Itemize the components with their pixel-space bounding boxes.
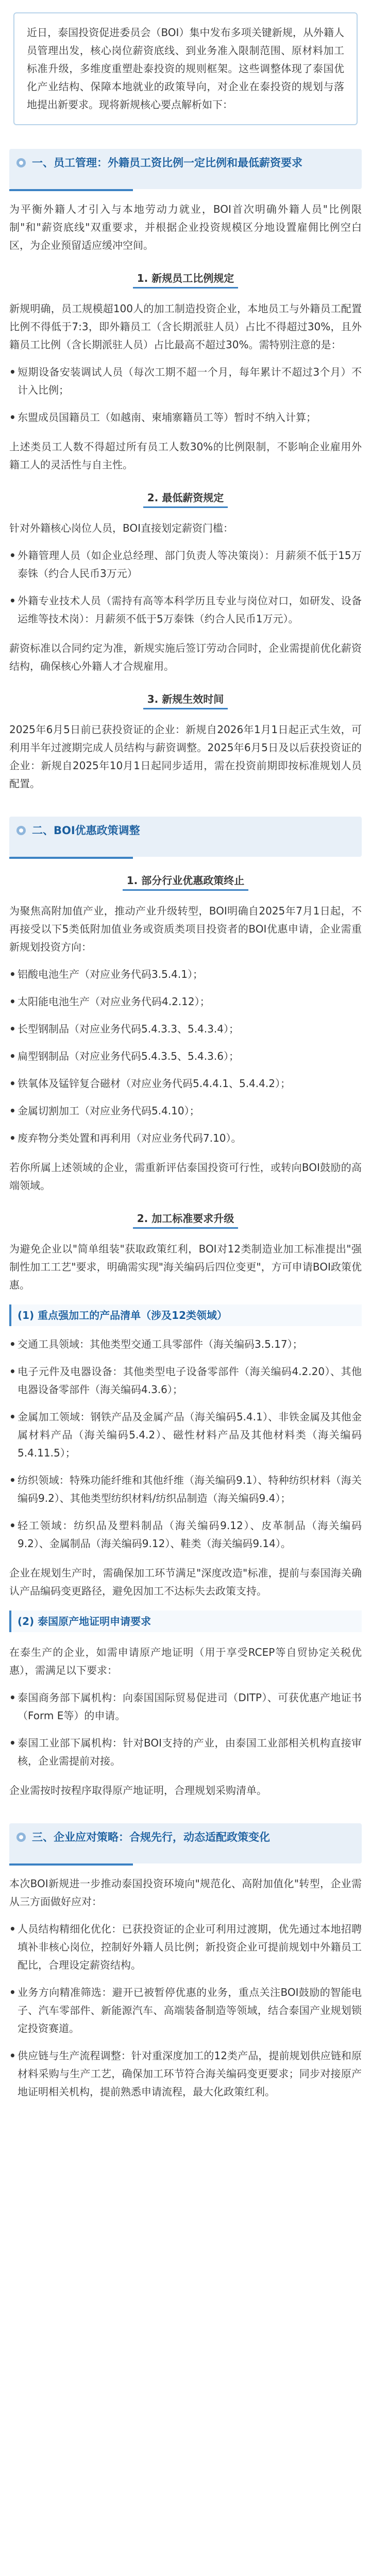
- bullet-icon: •: [9, 1986, 16, 1998]
- subheading-text: 1. 新规员工比例规定: [133, 270, 238, 289]
- list-item: [9, 363, 362, 399]
- list-item-text: 扁型钢制品（对应业务代码5.4.3.5、5.4.3.6）；: [18, 1050, 239, 1062]
- bullet-icon: •: [9, 1519, 16, 1532]
- list-item-text: 外籍专业技术人员（需持有高等本科学历且专业与岗位对口，如研发、设备运维等技术岗）：月薪须不低于5万泰铢（约合人民币1万元）。: [18, 595, 362, 625]
- bullet-icon: •: [9, 1365, 16, 1378]
- paragraph: 针对外籍核心岗位人员，BOI直接划定薪资门槛：: [9, 522, 234, 534]
- list-item: [9, 1734, 362, 1770]
- paragraph: 新规明确，员工规模超100人的加工制造投资企业，本地员工与外籍员工配置比例不得低于7:3，即外籍员工（含长期派驻人员）占比不得超过30%，且外籍员工比例（含长期派驻人员）占比最高不超过30%。需特别注意的是：: [9, 302, 362, 351]
- bullet-icon: •: [9, 411, 16, 423]
- bullet-icon: •: [9, 1923, 16, 1935]
- list-item-text: 泰国工业部下属机构：针对BOI支持的产业，由泰国工业部相关机构直接审核，企业需提前对接。: [18, 1737, 362, 1767]
- list-item-text: 交通工具领域：其他类型交通工具零部件（海关编码3.5.17）；: [18, 1338, 303, 1350]
- list-item-text: 供应链与生产流程调整：针对重深度加工的12类产品，提前规划供应链和原材料采购与生产工艺，确保加工环节符合海关编码变更要求；同步对接原产地证明相关机构，提前熟悉申请流程，最大化政策红利。: [18, 2049, 362, 2098]
- sub-subheading: (2) 泰国原产地证明申请要求: [9, 1611, 362, 1632]
- bullet-icon: •: [9, 1023, 16, 1035]
- list-item-text: 业务方向精准筛选：避开已被暂停优惠的业务，重点关注BOI鼓励的智能电子、汽车零部件、新能源汽车、高端装备制造等领域，结合泰国产业规划锁定投资赛道。: [18, 1986, 362, 2035]
- list-item: [9, 993, 362, 1011]
- section-title: 二、BOI优惠政策调整: [32, 824, 140, 837]
- list-item: [9, 1075, 362, 1093]
- bullet-icon: •: [9, 1132, 16, 1144]
- bullet-icon: •: [9, 1691, 16, 1704]
- list-item-text: 金属加工领域：钢铁产品及金属产品（海关编码5.4.1）、非铁金属及其他金属材料产品（海关编码5.4.2）、磁性材料产品及其他材料类（海关编码5.4.11.5）；: [18, 1411, 362, 1459]
- paragraph: 在泰生产的企业，如需申请原产地证明（用于享受RCEP等自贸协定关税优惠），需满足以下要求：: [9, 1646, 362, 1676]
- list-item: [9, 2047, 362, 2101]
- section-dot-icon: [16, 158, 26, 167]
- list-item: [9, 1471, 362, 1507]
- bullet-icon: •: [9, 1338, 16, 1350]
- list-item: [9, 1363, 362, 1399]
- section-title: 一、员工管理：外籍员工资比例一定比例和最低薪资要求: [32, 157, 302, 169]
- intro-box: [13, 12, 358, 125]
- paragraph: 若你所属上述领域的企业，需重新评估泰国投资可行性，或转向BOI鼓励的高端领域。: [9, 1161, 362, 1192]
- paragraph: 企业需按时按程序取得原产地证明，合理规划采购清单。: [9, 1784, 267, 1797]
- section-strategy: [9, 1823, 362, 1863]
- section-title: 三、企业应对策略：合规先行，动态适配政策变化: [32, 1831, 270, 1843]
- bullet-icon: •: [9, 995, 16, 1008]
- bullet-icon: •: [9, 549, 16, 562]
- intro-text: 近日，泰国投资促进委员会（BOI）集中发布多项关键新规，从外籍人员管理出发，核心岗位薪资底线、到业务准入限制范围、原材料加工标准升级，多维度重塑赴泰投资的规则框架。这些调整体现了泰国优化产业结构、保障本地就业的政策导向，对企业在泰投资的规划与落地提出新要求。现将新规核心要点解析如下：: [27, 26, 344, 111]
- subheading-text: 1. 部分行业优惠政策终止: [123, 872, 248, 891]
- paragraph: 2025年6月5日前已获投资证的企业：新规自2026年1月1日起正式生效，可利用半年过渡期完成人员结构与薪资调整。2025年6月5日及以后获投资证的企业：新规自2025年10月1日起同步适用，需在投资前期即按标准规划人员配置。: [9, 723, 362, 790]
- paragraph: 为平衡外籍人才引入与本地劳动力就业，BOI首次明确外籍人员"比例限制"和"薪资底线"双重要求，并根据企业投资规模区分地设置雇佣比例空白区，为企业预留适应缓冲空间。: [9, 203, 362, 251]
- list-item: [9, 1020, 362, 1038]
- list-item-text: 太阳能电池生产（对应业务代码4.2.12）；: [18, 995, 210, 1008]
- section-underline: [9, 857, 133, 859]
- section-header: [9, 149, 362, 189]
- bullet-icon: •: [9, 2049, 16, 2062]
- list-item: [9, 965, 362, 984]
- list-item-text: 外籍管理人员（如企业总经理、部门负责人等决策岗）：月薪须不低于15万泰铢（约合人民币3万元）: [18, 549, 362, 580]
- list-item-text: 铁氧体及锰锌复合磁材（对应业务代码5.4.4.1、5.4.4.2）；: [18, 1077, 291, 1090]
- list-item: [9, 1517, 362, 1553]
- subheading: [0, 872, 371, 891]
- bullet-icon: •: [9, 1077, 16, 1090]
- section-header: [9, 817, 362, 857]
- bullet-icon: •: [9, 1474, 16, 1486]
- bullet-icon: •: [9, 595, 16, 607]
- subheading: [0, 691, 371, 709]
- sub-subheading: (1) 重点强加工的产品清单（涉及12类领域）: [9, 1304, 362, 1326]
- paragraph: 为聚焦高附加值产业，推动产业升级转型，BOI明确自2025年7月1日起，不再接受以下5类低附加值业务或资质类项目投资者的BOI优惠申请，企业需重新规划投资方向：: [9, 905, 362, 953]
- bullet-icon: •: [9, 1737, 16, 1749]
- section-underline: [9, 189, 133, 191]
- list-item: [9, 1102, 362, 1120]
- list-item-text: 铝酸电池生产（对应业务代码3.5.4.1）；: [18, 968, 203, 980]
- section-underline: [9, 1863, 133, 1866]
- list-item-text: 电子元件及电器设备：其他类型电子设备零部件（海关编码4.2.20）、其他电器设备零部件（海关编码4.3.6）；: [18, 1365, 362, 1396]
- paragraph: 为避免企业以"简单组装"获取政策红利，BOI对12类制造业加工标准提出"强制性加工工艺"要求，明确需实现"海关编码后四位变更"，方可申请BOI政策优惠。: [9, 1243, 362, 1291]
- subheading-text: 2. 加工标准要求升级: [133, 1210, 238, 1229]
- subheading-text: 3. 新规生效时间: [143, 691, 228, 709]
- list-item-text: 人员结构精细化优化：已获投资证的企业可利用过渡期，优先通过本地招聘填补非核心岗位，控制好外籍人员比例；新投资企业可提前规划中外籍员工配比，合理设定薪资结构。: [18, 1923, 362, 1971]
- list-item-text: 金属切割加工（对应业务代码5.4.10）；: [18, 1105, 200, 1117]
- section-employee-management: [9, 149, 362, 189]
- list-item: [9, 592, 362, 628]
- list-item: [9, 1335, 362, 1353]
- list-item: [9, 1408, 362, 1462]
- bullet-icon: •: [9, 1411, 16, 1423]
- bullet-icon: •: [9, 968, 16, 980]
- section-dot-icon: [16, 1833, 26, 1842]
- subheading: [0, 1210, 371, 1229]
- list-item: [9, 1920, 362, 1974]
- subheading-text: 2. 最低薪资规定: [143, 489, 228, 508]
- list-item: [9, 1129, 362, 1147]
- list-item-text: 轻工领域：纺织品及塑料制品（海关编码9.12）、皮革制品（海关编码9.2）、金属制品（海关编码9.12）、鞋类（海关编码9.14）。: [18, 1519, 362, 1550]
- subheading: [0, 489, 371, 508]
- list-item: [9, 1984, 362, 2038]
- list-item-text: 长型钢制品（对应业务代码5.4.3.3、5.4.3.4）；: [18, 1023, 239, 1035]
- paragraph: 本次BOI新规进一步推动泰国投资环境向"规范化、高附加值化"转型，企业需从三方面做好应对：: [9, 1877, 362, 1908]
- paragraph: 企业在规划生产时，需确保加工环节满足"深度改造"标准，提前与泰国海关确认产品编码变更路径，避免因加工不达标失去政策支持。: [9, 1567, 362, 1597]
- list-item-text: 东盟成员国籍员工（如越南、柬埔寨籍员工等）暂时不纳入计算；: [18, 411, 316, 423]
- list-item: [9, 547, 362, 583]
- paragraph: 薪资标准以合同约定为准，新规实施后签订劳动合同时，企业需提前优化薪资结构，确保核心外籍人才合规雇用。: [9, 642, 362, 672]
- list-item-text: 废弃物分类处置和再利用（对应业务代码7.10）。: [18, 1132, 242, 1144]
- list-item-text: 纺织领域：特殊功能纤维和其他纤维（海关编码9.1）、特种纺织材料（海关编码9.2）、其他类型纺织材料/纺织品制造（海关编码9.4）；: [18, 1474, 362, 1504]
- list-item: [9, 409, 362, 427]
- bullet-icon: •: [9, 1105, 16, 1117]
- bullet-icon: •: [9, 366, 16, 378]
- list-item: [9, 1689, 362, 1725]
- section-boi-policy: [9, 817, 362, 857]
- paragraph: 上述类员工人数不得超过所有员工人数30%的比例限制，不影响企业雇用外籍工人的灵活性与自主性。: [9, 440, 362, 471]
- list-item: [9, 1047, 362, 1065]
- list-item-text: 泰国商务部下属机构：向泰国国际贸易促进司（DITP）、可获优惠产地证书（Form E等）的申请。: [18, 1691, 362, 1722]
- section-dot-icon: [16, 826, 26, 835]
- subheading: [0, 270, 371, 289]
- list-item-text: 短期设备安装调试人员（每次工期不超一个月，每年累计不超过3个月）不计入比例；: [18, 366, 362, 396]
- section-header: [9, 1823, 362, 1863]
- bullet-icon: •: [9, 1050, 16, 1062]
